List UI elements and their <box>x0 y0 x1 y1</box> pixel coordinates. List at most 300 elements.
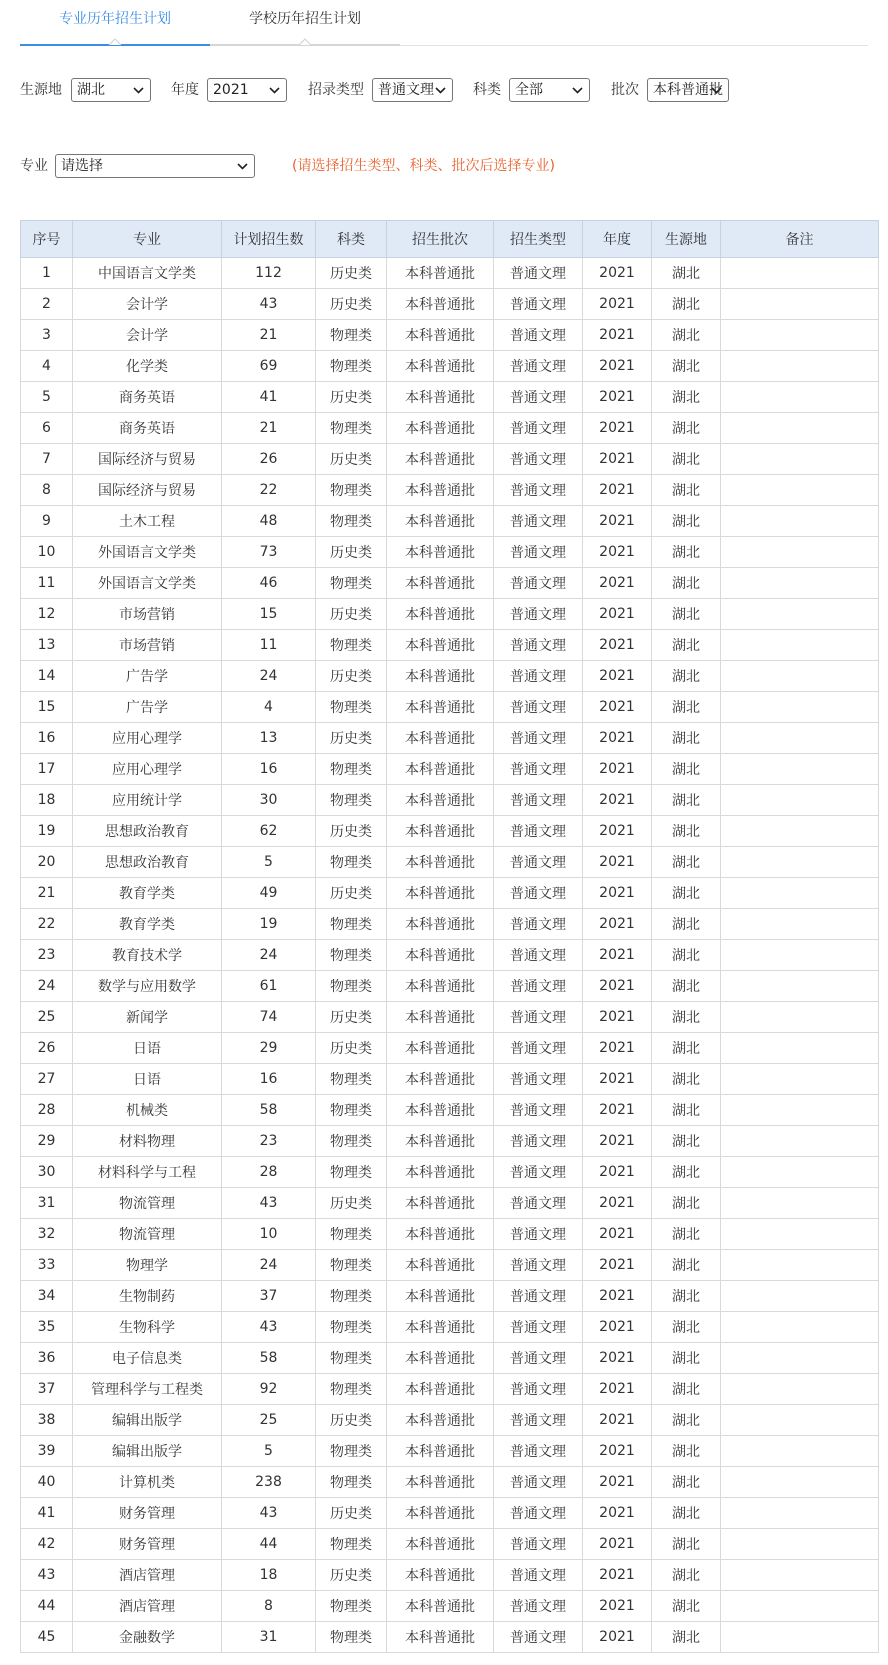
cell-batch: 本科普通批 <box>387 692 494 723</box>
cell-major: 应用心理学 <box>73 754 222 785</box>
cell-remarks <box>721 1374 879 1405</box>
cell-plan-count: 43 <box>222 1498 316 1529</box>
cell-subject: 物理类 <box>316 1219 387 1250</box>
cell-source: 湖北 <box>652 1002 721 1033</box>
cell-batch: 本科普通批 <box>387 289 494 320</box>
cell-subject: 物理类 <box>316 1095 387 1126</box>
cell-source: 湖北 <box>652 630 721 661</box>
cell-major: 商务英语 <box>73 413 222 444</box>
cell-major: 机械类 <box>73 1095 222 1126</box>
cell-major: 酒店管理 <box>73 1591 222 1622</box>
cell-remarks <box>721 537 879 568</box>
cell-admission-type: 普通文理 <box>494 537 583 568</box>
tab-school-plan[interactable] <box>210 0 400 46</box>
cell-year: 2021 <box>583 1312 652 1343</box>
table-row <box>21 568 879 599</box>
chevron-down-icon <box>133 87 144 94</box>
cell-year: 2021 <box>583 1529 652 1560</box>
table-row <box>21 971 879 1002</box>
cell-remarks <box>721 1498 879 1529</box>
cell-remarks <box>721 1436 879 1467</box>
cell-index: 22 <box>21 909 73 940</box>
cell-admission-type: 普通文理 <box>494 506 583 537</box>
cell-plan-count: 15 <box>222 599 316 630</box>
cell-admission-type: 普通文理 <box>494 444 583 475</box>
cell-index: 11 <box>21 568 73 599</box>
cell-plan-count: 10 <box>222 1219 316 1250</box>
major-filter-row <box>20 154 880 178</box>
cell-index: 29 <box>21 1126 73 1157</box>
cell-subject: 历史类 <box>316 599 387 630</box>
cell-plan-count: 16 <box>222 1064 316 1095</box>
cell-source: 湖北 <box>652 351 721 382</box>
table-row <box>21 1002 879 1033</box>
cell-subject: 历史类 <box>316 1560 387 1591</box>
cell-admission-type: 普通文理 <box>494 1219 583 1250</box>
cell-major: 电子信息类 <box>73 1343 222 1374</box>
table-row <box>21 506 879 537</box>
cell-year: 2021 <box>583 754 652 785</box>
tab-caret-icon <box>299 38 311 45</box>
cell-batch: 本科普通批 <box>387 1126 494 1157</box>
major-select-value: 请选择 <box>61 158 103 174</box>
cell-batch: 本科普通批 <box>387 1529 494 1560</box>
cell-source: 湖北 <box>652 1312 721 1343</box>
cell-source: 湖北 <box>652 723 721 754</box>
cell-remarks <box>721 1033 879 1064</box>
cell-plan-count: 41 <box>222 382 316 413</box>
chevron-down-icon <box>435 87 446 94</box>
cell-remarks <box>721 1529 879 1560</box>
cell-major: 应用统计学 <box>73 785 222 816</box>
cell-year: 2021 <box>583 351 652 382</box>
cell-batch: 本科普通批 <box>387 971 494 1002</box>
cell-subject: 物理类 <box>316 1064 387 1095</box>
cell-year: 2021 <box>583 1250 652 1281</box>
table-row <box>21 382 879 413</box>
cell-batch: 本科普通批 <box>387 1188 494 1219</box>
cell-plan-count: 11 <box>222 630 316 661</box>
cell-year: 2021 <box>583 258 652 289</box>
table-row <box>21 1157 879 1188</box>
table-row <box>21 1405 879 1436</box>
cell-major: 生物制药 <box>73 1281 222 1312</box>
cell-major: 广告学 <box>73 692 222 723</box>
cell-source: 湖北 <box>652 1188 721 1219</box>
cell-batch: 本科普通批 <box>387 1343 494 1374</box>
cell-index: 44 <box>21 1591 73 1622</box>
cell-source: 湖北 <box>652 1405 721 1436</box>
cell-plan-count: 62 <box>222 816 316 847</box>
cell-plan-count: 69 <box>222 351 316 382</box>
cell-source: 湖北 <box>652 599 721 630</box>
cell-remarks <box>721 1312 879 1343</box>
cell-remarks <box>721 1157 879 1188</box>
cell-index: 23 <box>21 940 73 971</box>
cell-year: 2021 <box>583 537 652 568</box>
cell-index: 14 <box>21 661 73 692</box>
cell-major: 编辑出版学 <box>73 1405 222 1436</box>
cell-major: 日语 <box>73 1064 222 1095</box>
cell-plan-count: 8 <box>222 1591 316 1622</box>
cell-plan-count: 28 <box>222 1157 316 1188</box>
cell-remarks <box>721 1219 879 1250</box>
cell-plan-count: 26 <box>222 444 316 475</box>
cell-batch: 本科普通批 <box>387 1219 494 1250</box>
batch-select-value: 本科普通批 <box>653 82 723 98</box>
cell-source: 湖北 <box>652 1219 721 1250</box>
table-row <box>21 754 879 785</box>
batch-select[interactable] <box>647 78 729 102</box>
cell-batch: 本科普通批 <box>387 351 494 382</box>
col-header-source: 生源地 <box>652 221 721 258</box>
cell-batch: 本科普通批 <box>387 878 494 909</box>
cell-admission-type: 普通文理 <box>494 1064 583 1095</box>
cell-remarks <box>721 1560 879 1591</box>
table-row <box>21 475 879 506</box>
table-row <box>21 1219 879 1250</box>
cell-subject: 历史类 <box>316 537 387 568</box>
cell-remarks <box>721 1405 879 1436</box>
cell-major: 市场营销 <box>73 630 222 661</box>
cell-major: 教育学类 <box>73 878 222 909</box>
table-row <box>21 1591 879 1622</box>
cell-major: 商务英语 <box>73 382 222 413</box>
cell-source: 湖北 <box>652 1250 721 1281</box>
cell-year: 2021 <box>583 289 652 320</box>
cell-source: 湖北 <box>652 506 721 537</box>
cell-source: 湖北 <box>652 1033 721 1064</box>
cell-index: 21 <box>21 878 73 909</box>
cell-admission-type: 普通文理 <box>494 1157 583 1188</box>
cell-admission-type: 普通文理 <box>494 258 583 289</box>
cell-plan-count: 21 <box>222 413 316 444</box>
cell-index: 9 <box>21 506 73 537</box>
cell-year: 2021 <box>583 444 652 475</box>
table-row <box>21 1622 879 1653</box>
cell-admission-type: 普通文理 <box>494 1529 583 1560</box>
cell-index: 5 <box>21 382 73 413</box>
source-select-value: 湖北 <box>77 82 105 98</box>
cell-source: 湖北 <box>652 971 721 1002</box>
cell-plan-count: 43 <box>222 1188 316 1219</box>
cell-admission-type: 普通文理 <box>494 1033 583 1064</box>
table-row <box>21 940 879 971</box>
cell-subject: 物理类 <box>316 1312 387 1343</box>
cell-subject: 物理类 <box>316 568 387 599</box>
cell-index: 45 <box>21 1622 73 1653</box>
cell-remarks <box>721 1281 879 1312</box>
table-row <box>21 878 879 909</box>
cell-subject: 历史类 <box>316 382 387 413</box>
cell-admission-type: 普通文理 <box>494 351 583 382</box>
cell-admission-type: 普通文理 <box>494 1467 583 1498</box>
cell-major: 教育学类 <box>73 909 222 940</box>
cell-major: 中国语言文学类 <box>73 258 222 289</box>
cell-source: 湖北 <box>652 1281 721 1312</box>
cell-remarks <box>721 692 879 723</box>
cell-batch: 本科普通批 <box>387 754 494 785</box>
cell-major: 土木工程 <box>73 506 222 537</box>
cell-index: 34 <box>21 1281 73 1312</box>
cell-subject: 物理类 <box>316 1436 387 1467</box>
cell-batch: 本科普通批 <box>387 1157 494 1188</box>
cell-plan-count: 43 <box>222 1312 316 1343</box>
cell-admission-type: 普通文理 <box>494 568 583 599</box>
cell-remarks <box>721 568 879 599</box>
enrollment-plan-table <box>20 220 879 1653</box>
cell-index: 38 <box>21 1405 73 1436</box>
cell-batch: 本科普通批 <box>387 1374 494 1405</box>
cell-batch: 本科普通批 <box>387 847 494 878</box>
cell-batch: 本科普通批 <box>387 723 494 754</box>
cell-major: 物流管理 <box>73 1188 222 1219</box>
cell-batch: 本科普通批 <box>387 1033 494 1064</box>
table-row <box>21 1343 879 1374</box>
cell-major: 化学类 <box>73 351 222 382</box>
cell-subject: 物理类 <box>316 1281 387 1312</box>
cell-plan-count: 23 <box>222 1126 316 1157</box>
cell-source: 湖北 <box>652 1560 721 1591</box>
cell-subject: 物理类 <box>316 320 387 351</box>
cell-plan-count: 24 <box>222 661 316 692</box>
cell-remarks <box>721 444 879 475</box>
filter-bar <box>20 78 880 102</box>
cell-major: 管理科学与工程类 <box>73 1374 222 1405</box>
cell-batch: 本科普通批 <box>387 1095 494 1126</box>
cell-remarks <box>721 630 879 661</box>
table-row <box>21 816 879 847</box>
cell-major: 思想政治教育 <box>73 816 222 847</box>
cell-index: 40 <box>21 1467 73 1498</box>
table-row <box>21 1374 879 1405</box>
cell-year: 2021 <box>583 382 652 413</box>
cell-plan-count: 24 <box>222 940 316 971</box>
cell-year: 2021 <box>583 599 652 630</box>
year-select[interactable] <box>207 78 287 102</box>
cell-remarks <box>721 1002 879 1033</box>
cell-major: 思想政治教育 <box>73 847 222 878</box>
major-label: 专业 <box>20 158 48 174</box>
cell-index: 7 <box>21 444 73 475</box>
col-header-batch: 招生批次 <box>387 221 494 258</box>
chevron-down-icon <box>237 163 248 170</box>
cell-plan-count: 61 <box>222 971 316 1002</box>
cell-batch: 本科普通批 <box>387 1002 494 1033</box>
cell-index: 42 <box>21 1529 73 1560</box>
cell-year: 2021 <box>583 1188 652 1219</box>
cell-remarks <box>721 382 879 413</box>
table-row <box>21 847 879 878</box>
cell-subject: 物理类 <box>316 1529 387 1560</box>
cell-plan-count: 4 <box>222 692 316 723</box>
cell-year: 2021 <box>583 1436 652 1467</box>
cell-major: 物流管理 <box>73 1219 222 1250</box>
cell-source: 湖北 <box>652 1498 721 1529</box>
cell-index: 33 <box>21 1250 73 1281</box>
cell-remarks <box>721 971 879 1002</box>
table-row <box>21 413 879 444</box>
cell-subject: 物理类 <box>316 1591 387 1622</box>
cell-subject: 物理类 <box>316 692 387 723</box>
cell-year: 2021 <box>583 847 652 878</box>
col-header-plan-count: 计划招生数 <box>222 221 316 258</box>
table-row <box>21 785 879 816</box>
cell-index: 27 <box>21 1064 73 1095</box>
cell-plan-count: 44 <box>222 1529 316 1560</box>
cell-major: 应用心理学 <box>73 723 222 754</box>
cell-index: 12 <box>21 599 73 630</box>
cell-year: 2021 <box>583 1374 652 1405</box>
cell-remarks <box>721 320 879 351</box>
cell-major: 会计学 <box>73 320 222 351</box>
cell-batch: 本科普通批 <box>387 940 494 971</box>
cell-year: 2021 <box>583 940 652 971</box>
cell-subject: 历史类 <box>316 661 387 692</box>
cell-year: 2021 <box>583 816 652 847</box>
cell-subject: 历史类 <box>316 1405 387 1436</box>
year-select-value: 2021 <box>213 82 249 98</box>
table-row <box>21 1467 879 1498</box>
cell-index: 26 <box>21 1033 73 1064</box>
cell-remarks <box>721 289 879 320</box>
cell-major: 教育技术学 <box>73 940 222 971</box>
cell-index: 3 <box>21 320 73 351</box>
cell-index: 19 <box>21 816 73 847</box>
cell-subject: 历史类 <box>316 289 387 320</box>
cell-subject: 历史类 <box>316 1002 387 1033</box>
table-row <box>21 289 879 320</box>
cell-source: 湖北 <box>652 785 721 816</box>
cell-year: 2021 <box>583 1343 652 1374</box>
cell-major: 市场营销 <box>73 599 222 630</box>
cell-admission-type: 普通文理 <box>494 847 583 878</box>
cell-index: 37 <box>21 1374 73 1405</box>
cell-remarks <box>721 661 879 692</box>
col-header-index: 序号 <box>21 221 73 258</box>
table-row <box>21 1529 879 1560</box>
cell-remarks <box>721 258 879 289</box>
cell-admission-type: 普通文理 <box>494 630 583 661</box>
cell-remarks <box>721 1591 879 1622</box>
cell-admission-type: 普通文理 <box>494 413 583 444</box>
cell-admission-type: 普通文理 <box>494 1374 583 1405</box>
cell-source: 湖北 <box>652 816 721 847</box>
cell-subject: 历史类 <box>316 1188 387 1219</box>
cell-major: 日语 <box>73 1033 222 1064</box>
cell-admission-type: 普通文理 <box>494 878 583 909</box>
cell-subject: 物理类 <box>316 940 387 971</box>
cell-year: 2021 <box>583 1157 652 1188</box>
cell-remarks <box>721 940 879 971</box>
cell-remarks <box>721 754 879 785</box>
cell-index: 24 <box>21 971 73 1002</box>
cell-index: 17 <box>21 754 73 785</box>
tab-major-plan[interactable] <box>20 0 210 46</box>
cell-major: 外国语言文学类 <box>73 568 222 599</box>
table-row <box>21 1312 879 1343</box>
cell-subject: 历史类 <box>316 258 387 289</box>
cell-year: 2021 <box>583 1219 652 1250</box>
cell-index: 28 <box>21 1095 73 1126</box>
subject-select[interactable] <box>509 78 590 102</box>
cell-source: 湖北 <box>652 940 721 971</box>
cell-batch: 本科普通批 <box>387 1250 494 1281</box>
cell-batch: 本科普通批 <box>387 258 494 289</box>
admission-type-select[interactable] <box>372 78 453 102</box>
cell-batch: 本科普通批 <box>387 413 494 444</box>
cell-admission-type: 普通文理 <box>494 599 583 630</box>
admission-type-label: 招录类型 <box>308 82 364 98</box>
cell-batch: 本科普通批 <box>387 1498 494 1529</box>
cell-source: 湖北 <box>652 1467 721 1498</box>
cell-subject: 历史类 <box>316 723 387 754</box>
cell-admission-type: 普通文理 <box>494 661 583 692</box>
cell-plan-count: 31 <box>222 1622 316 1653</box>
tab-major-plan-label: 专业历年招生计划 <box>59 11 171 27</box>
cell-major: 财务管理 <box>73 1529 222 1560</box>
cell-remarks <box>721 1188 879 1219</box>
cell-index: 32 <box>21 1219 73 1250</box>
cell-admission-type: 普通文理 <box>494 1188 583 1219</box>
cell-index: 4 <box>21 351 73 382</box>
table-row <box>21 320 879 351</box>
cell-source: 湖北 <box>652 878 721 909</box>
cell-source: 湖北 <box>652 1064 721 1095</box>
cell-index: 6 <box>21 413 73 444</box>
cell-year: 2021 <box>583 1498 652 1529</box>
col-header-remarks: 备注 <box>721 221 879 258</box>
cell-plan-count: 74 <box>222 1002 316 1033</box>
cell-source: 湖北 <box>652 1343 721 1374</box>
subject-select-value: 全部 <box>515 82 543 98</box>
cell-batch: 本科普通批 <box>387 568 494 599</box>
cell-source: 湖北 <box>652 568 721 599</box>
cell-subject: 物理类 <box>316 1157 387 1188</box>
cell-major: 国际经济与贸易 <box>73 475 222 506</box>
source-select[interactable] <box>71 78 151 102</box>
col-header-admission-type: 招生类型 <box>494 221 583 258</box>
cell-year: 2021 <box>583 1281 652 1312</box>
cell-admission-type: 普通文理 <box>494 816 583 847</box>
table-row <box>21 723 879 754</box>
cell-subject: 物理类 <box>316 506 387 537</box>
cell-batch: 本科普通批 <box>387 1622 494 1653</box>
cell-source: 湖北 <box>652 413 721 444</box>
cell-subject: 物理类 <box>316 971 387 1002</box>
table-row <box>21 909 879 940</box>
cell-subject: 物理类 <box>316 413 387 444</box>
cell-source: 湖北 <box>652 537 721 568</box>
cell-plan-count: 5 <box>222 847 316 878</box>
cell-major: 外国语言文学类 <box>73 537 222 568</box>
table-row <box>21 537 879 568</box>
cell-batch: 本科普通批 <box>387 1281 494 1312</box>
cell-index: 43 <box>21 1560 73 1591</box>
major-select[interactable] <box>55 154 255 178</box>
cell-remarks <box>721 816 879 847</box>
cell-year: 2021 <box>583 568 652 599</box>
cell-remarks <box>721 413 879 444</box>
cell-admission-type: 普通文理 <box>494 909 583 940</box>
cell-source: 湖北 <box>652 909 721 940</box>
cell-plan-count: 92 <box>222 1374 316 1405</box>
cell-batch: 本科普通批 <box>387 1405 494 1436</box>
cell-plan-count: 22 <box>222 475 316 506</box>
cell-year: 2021 <box>583 1622 652 1653</box>
cell-remarks <box>721 1343 879 1374</box>
cell-major: 生物科学 <box>73 1312 222 1343</box>
